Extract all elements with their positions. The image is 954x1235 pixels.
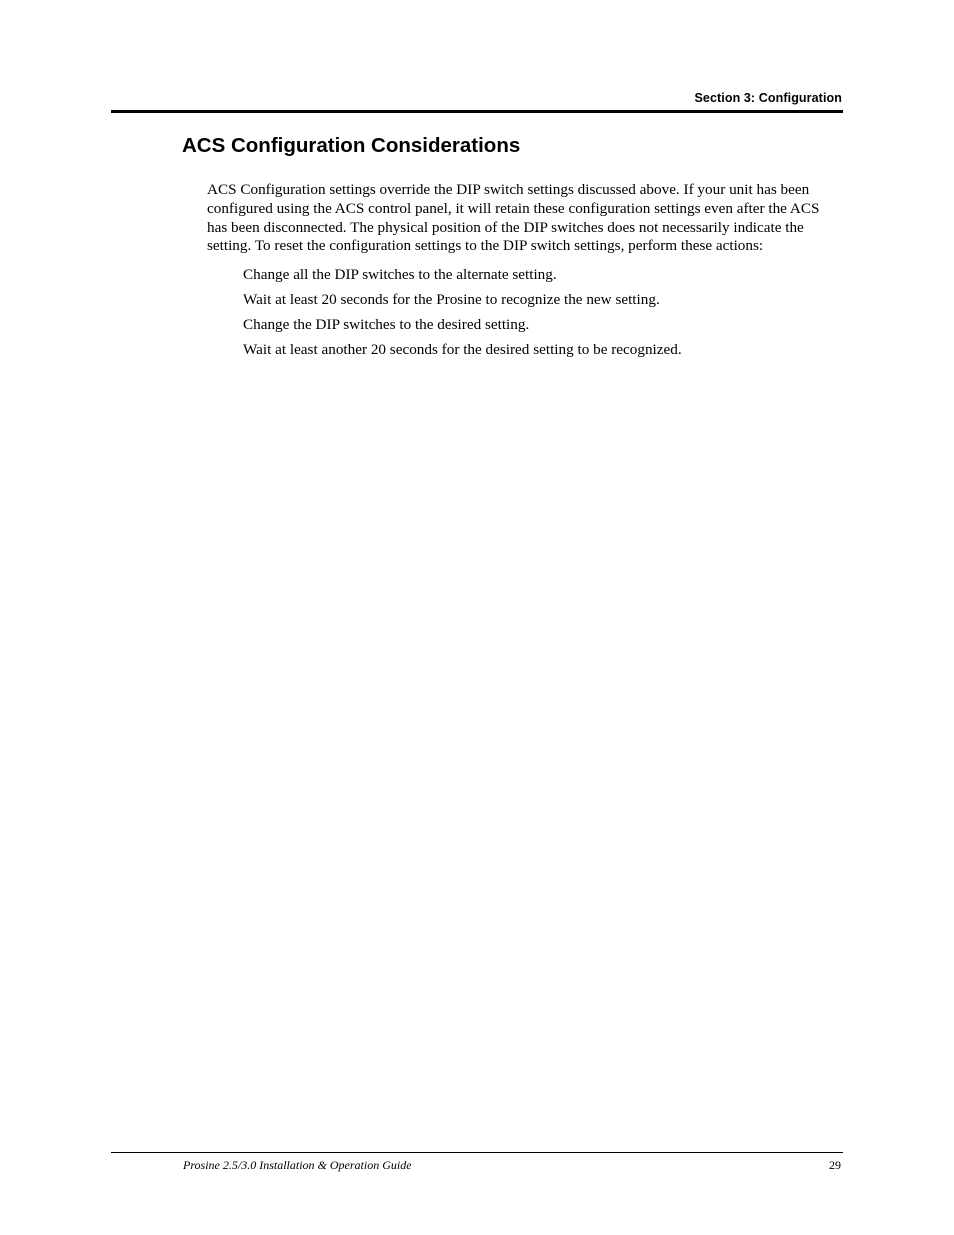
body-paragraph: ACS Configuration settings override the DIP switch settings discussed above. If your unit has been configured using the ACS control panel, it will retain these configuration settings even after the ACS has been disconnected. The physical position of the DIP switches does not necessarily indicate the setting. To reset the configuration settings to the DIP switch settings, perform these actions: [207, 181, 820, 255]
section-title: ACS Configuration Considerations [182, 134, 521, 157]
list-item: Change the DIP switches to the desired setting. [243, 316, 530, 333]
footer-rule [111, 1152, 843, 1153]
running-header: Section 3: Configuration [694, 91, 842, 105]
steps-list [243, 266, 682, 366]
header-rule [111, 110, 843, 113]
page-number: 29 [829, 1158, 841, 1172]
list-item: Wait at least another 20 seconds for the desired setting to be recognized. [243, 341, 682, 358]
footer-doc-title: Prosine 2.5/3.0 Installation & Operation Guide [183, 1158, 412, 1172]
list-item: Wait at least 20 seconds for the Prosine to recognize the new setting. [243, 291, 660, 308]
list-item: Change all the DIP switches to the alternate setting. [243, 266, 557, 283]
